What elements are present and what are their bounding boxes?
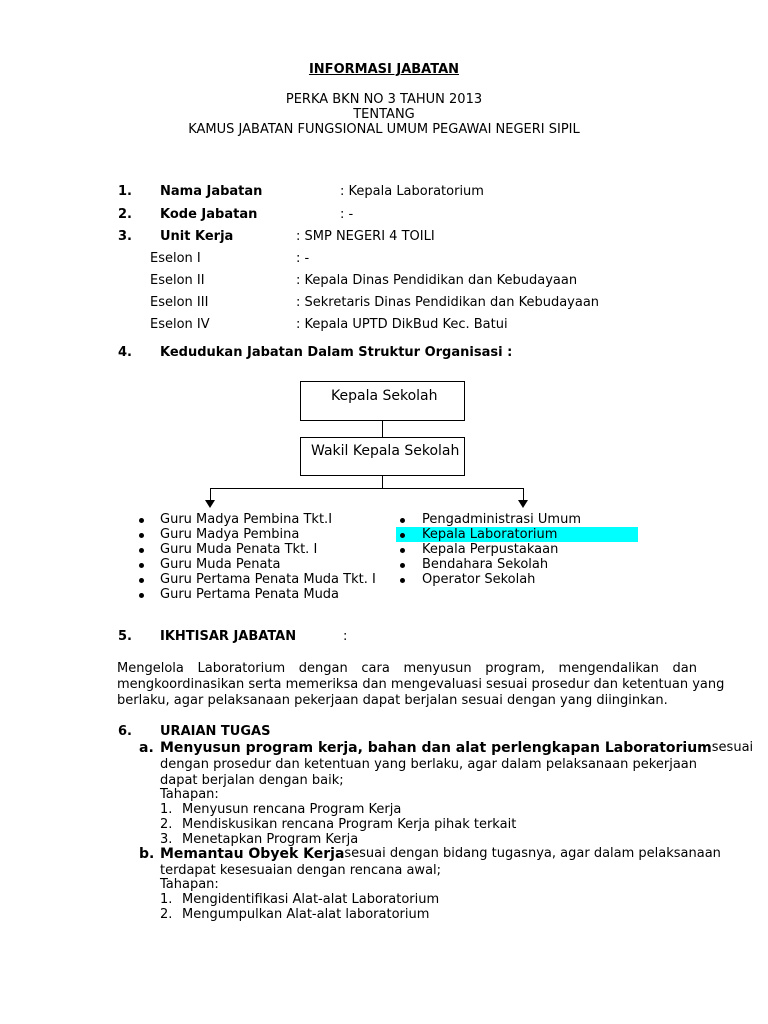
eselon-3-value: : Sekretaris Dinas Pendidikan dan Kebudayaan <box>296 295 600 310</box>
list-item: Guru Pertama Penata Muda <box>160 587 340 602</box>
step-number: 3. <box>160 832 173 847</box>
step-number: 2. <box>160 817 173 832</box>
field-2-value: : - <box>340 207 354 222</box>
field-2-label: Kode Jabatan <box>160 207 258 222</box>
eselon-2-value: : Kepala Dinas Pendidikan dan Kebudayaan <box>296 273 578 288</box>
section-4-number: 4. <box>118 345 132 360</box>
arrow-down-icon <box>205 500 215 508</box>
list-item: Pengadministrasi Umum <box>422 512 581 527</box>
org-connector-line <box>382 476 383 488</box>
task-b-title-rest: sesuai dengan bidang tugasnya, agar dalam pelaksanaan <box>344 846 721 861</box>
task-b-tahapan: Tahapan: <box>160 877 219 892</box>
step-number: 1. <box>160 892 173 907</box>
org-connector-line <box>382 421 383 437</box>
list-item: Bendahara Sekolah <box>422 557 549 572</box>
step-number: 2. <box>160 907 173 922</box>
field-3-label: Unit Kerja <box>160 229 234 244</box>
header-line-1: PERKA BKN NO 3 TAHUN 2013 <box>285 92 483 107</box>
list-item: Guru Madya Pembina Tkt.I <box>160 512 333 527</box>
document-title: INFORMASI JABATAN <box>308 62 460 77</box>
bullet-icon <box>400 578 405 583</box>
section-5-number: 5. <box>118 629 132 644</box>
task-b-letter: b. <box>139 846 155 862</box>
eselon-2-label: Eselon II <box>150 273 205 288</box>
org-branch-line <box>210 488 523 489</box>
eselon-3-label: Eselon III <box>150 295 209 310</box>
list-item: Guru Madya Pembina <box>160 527 300 542</box>
task-b-heading <box>160 846 721 862</box>
field-1-value: : Kepala Laboratorium <box>340 184 484 199</box>
step-text: Menyusun rencana Program Kerja <box>182 802 402 817</box>
task-a-title: Menyusun program kerja, bahan dan alat perlengkapan Laboratorium <box>160 740 712 756</box>
field-2-number: 2. <box>118 207 132 222</box>
bullet-icon <box>139 593 144 598</box>
list-item: Guru Muda Penata <box>160 557 281 572</box>
summary-line-3: berlaku, agar pelaksanaan pekerjaan dapat berjalan sesuai dengan yang diinginkan. <box>117 693 668 708</box>
step-text: Mendiskusikan rencana Program Kerja pihak terkait <box>182 817 517 832</box>
task-b-title: Memantau Obyek Kerja <box>160 846 345 862</box>
task-a-line-2: dengan prosedur dan ketentuan yang berlaku, agar dalam pelaksanaan pekerjaan <box>160 757 697 772</box>
section-4-title: Kedudukan Jabatan Dalam Struktur Organisasi : <box>160 345 513 360</box>
bullet-icon <box>400 518 405 523</box>
summary-line-2: mengkoordinasikan serta memeriksa dan mengevaluasi sesuai prosedur dan ketentuan yang <box>117 677 725 692</box>
list-item: Kepala Perpustakaan <box>422 542 559 557</box>
list-item: Guru Muda Penata Tkt. I <box>160 542 318 557</box>
header-line-2: TENTANG <box>353 107 415 122</box>
org-box-kepala-sekolah: Kepala Sekolah <box>300 381 465 421</box>
eselon-1-label: Eselon I <box>150 251 201 266</box>
task-a-letter: a. <box>139 740 154 756</box>
task-a-title-rest: sesuai <box>711 740 754 755</box>
bullet-icon <box>139 563 144 568</box>
field-3-number: 3. <box>118 229 132 244</box>
org-branch-left-line <box>210 488 211 500</box>
step-number: 1. <box>160 802 173 817</box>
field-1-label: Nama Jabatan <box>160 184 263 199</box>
task-b-line-2: terdapat kesesuaian dengan rencana awal; <box>160 863 442 878</box>
bullet-icon <box>139 533 144 538</box>
task-a-tahapan: Tahapan: <box>160 787 219 802</box>
bullet-icon <box>139 518 144 523</box>
section-6-title: URAIAN TUGAS <box>160 724 271 739</box>
section-6-number: 6. <box>118 724 132 739</box>
task-a-heading <box>160 740 754 756</box>
step-text: Mengidentifikasi Alat-alat Laboratorium <box>182 892 440 907</box>
bullet-icon <box>400 548 405 553</box>
list-item: Operator Sekolah <box>422 572 536 587</box>
list-item-highlighted: Kepala Laboratorium <box>422 527 558 542</box>
eselon-1-value: : - <box>296 251 310 266</box>
summary-line-1: Mengelola Laboratorium dengan cara menyusun program, mengendalikan dan <box>117 661 697 676</box>
eselon-4-label: Eselon IV <box>150 317 210 332</box>
header-line-3: KAMUS JABATAN FUNGSIONAL UMUM PEGAWAI NEGERI SIPIL <box>188 122 580 137</box>
org-branch-right-line <box>523 488 524 500</box>
bullet-icon <box>139 548 144 553</box>
step-text: Mengumpulkan Alat-alat laboratorium <box>182 907 430 922</box>
bullet-icon <box>139 578 144 583</box>
field-3-value: : SMP NEGERI 4 TOILI <box>296 229 435 244</box>
list-item: Guru Pertama Penata Muda Tkt. I <box>160 572 376 587</box>
org-box-wakil-kepala-sekolah: Wakil Kepala Sekolah <box>300 437 465 476</box>
section-5-colon: : <box>343 629 348 644</box>
step-text: Menetapkan Program Kerja <box>182 832 359 847</box>
bullet-icon <box>400 533 405 538</box>
task-a-line-3: dapat berjalan dengan baik; <box>160 773 344 788</box>
section-5-title: IKHTISAR JABATAN <box>160 629 297 644</box>
bullet-icon <box>400 563 405 568</box>
field-1-number: 1. <box>118 184 132 199</box>
eselon-4-value: : Kepala UPTD DikBud Kec. Batui <box>296 317 508 332</box>
arrow-down-icon <box>518 500 528 508</box>
